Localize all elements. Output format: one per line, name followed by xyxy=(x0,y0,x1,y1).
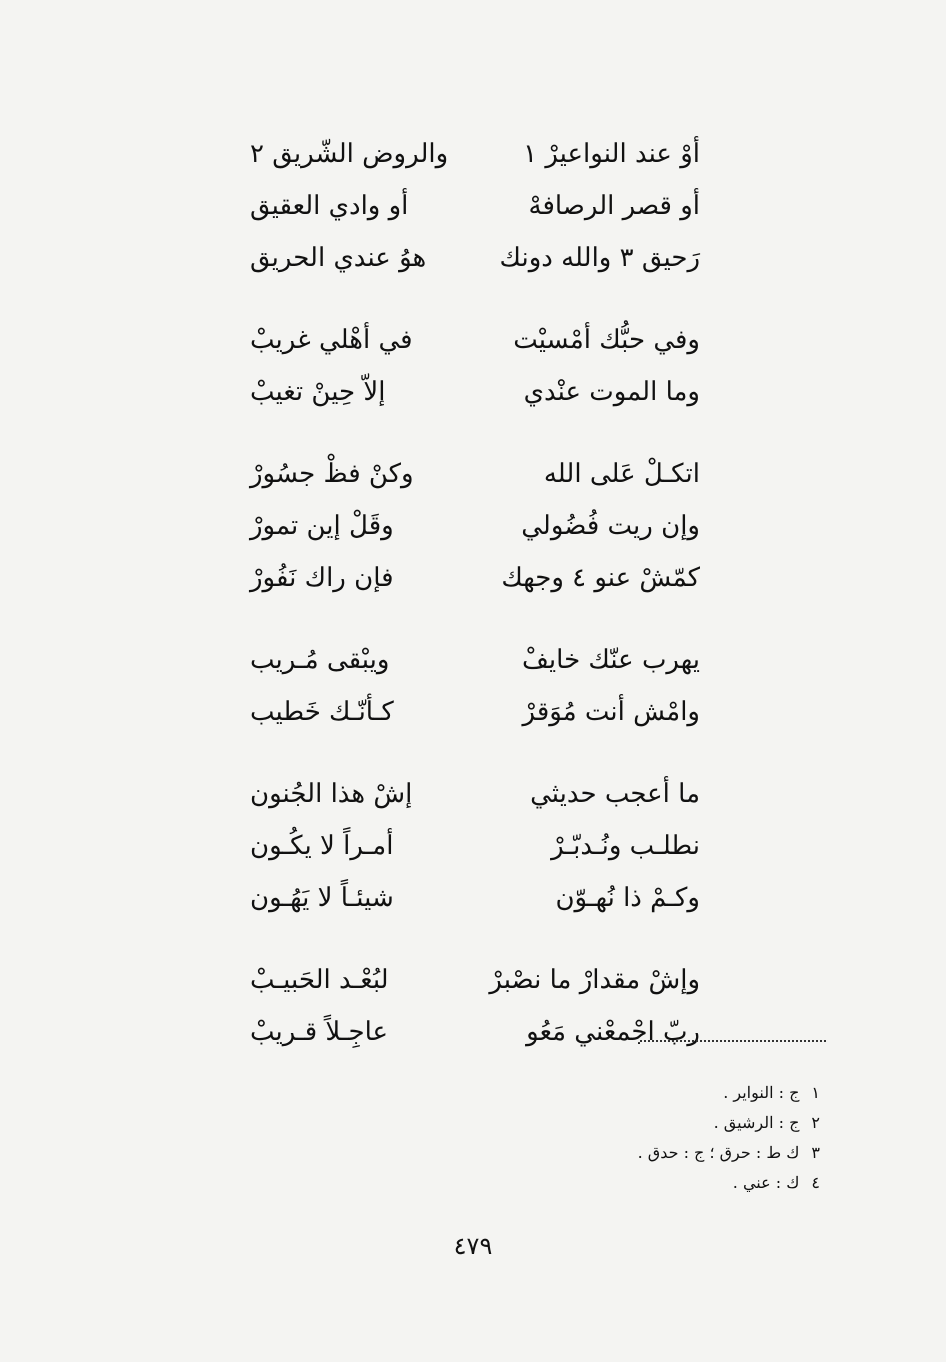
verse-line xyxy=(250,634,700,686)
verse-first-hemistich: نطلـب ونُـدبّـرْ xyxy=(551,831,700,861)
verse-line xyxy=(250,232,700,284)
footnote xyxy=(638,1108,820,1138)
stanza xyxy=(250,128,700,284)
footnote-number: ١ xyxy=(811,1083,820,1102)
footnote-text: ج : الرشيق . xyxy=(713,1113,800,1132)
verse-first-hemistich: وفي حبُّك أمْسيْت xyxy=(513,325,700,355)
verse-line xyxy=(250,314,700,366)
verse-second-hemistich: إلاّ حِينْ تغيبْ xyxy=(250,377,386,407)
stanza xyxy=(250,634,700,738)
footnote xyxy=(638,1078,820,1108)
poem xyxy=(250,128,700,1088)
verse-line xyxy=(250,500,700,552)
verse-second-hemistich: وقَلْ إين تمورْ xyxy=(250,511,394,541)
stanza xyxy=(250,314,700,418)
verse-line xyxy=(250,768,700,820)
verse-line xyxy=(250,180,700,232)
verse-second-hemistich: وكنْ فظْ جسُورْ xyxy=(250,459,414,489)
stanza xyxy=(250,954,700,1058)
stanza xyxy=(250,448,700,604)
verse-first-hemistich: رَحيق ٣ والله دونك xyxy=(499,243,700,273)
verse-first-hemistich: وكـمْ ذا نُهـوّن xyxy=(555,883,700,913)
verse-first-hemistich: وإن ريت فُضُولي xyxy=(521,511,700,541)
verse-line xyxy=(250,366,700,418)
footnote-number: ٣ xyxy=(811,1143,820,1162)
verse-first-hemistich: وما الموت عنْدي xyxy=(523,377,700,407)
verse-first-hemistich: أوْ عند النواعيرْ ١ xyxy=(523,139,700,169)
verse-second-hemistich: شيئـاً لا يَهُـون xyxy=(250,883,394,913)
verse-first-hemistich: كمّشْ عنو ٤ وجهك xyxy=(501,563,700,593)
footnote xyxy=(638,1168,820,1198)
verse-first-hemistich: وامْش أنت مُوَقرْ xyxy=(522,697,700,727)
verse-second-hemistich: عاجِـلاً قـريبْ xyxy=(250,1017,389,1047)
footnote-text: ك ط : حرق ؛ ج : حدق . xyxy=(637,1143,800,1162)
verse-line xyxy=(250,1006,700,1058)
verse-second-hemistich: إشْ هذا الجُنون xyxy=(250,779,413,809)
footnote xyxy=(638,1138,820,1168)
verse-first-hemistich: يهرب عنّك خايفْ xyxy=(522,645,700,675)
page-number: ٤٧٩ xyxy=(453,1232,493,1260)
verse-second-hemistich: فإن راك نَفُورْ xyxy=(250,563,394,593)
footnotes xyxy=(638,1078,820,1198)
verse-line xyxy=(250,954,700,1006)
verse-line xyxy=(250,872,700,924)
verse-second-hemistich: أو وادي العقيق xyxy=(250,191,409,221)
verse-second-hemistich: كـأنّـك خَطيب xyxy=(250,697,394,727)
verse-second-hemistich: والروض الشّريق ٢ xyxy=(250,139,449,169)
verse-line xyxy=(250,552,700,604)
stanza xyxy=(250,768,700,924)
verse-second-hemistich: أمـراً لا يكُـون xyxy=(250,831,394,861)
footnote-text: ج : النواير . xyxy=(723,1083,800,1102)
verse-line xyxy=(250,686,700,738)
footnote-number: ٤ xyxy=(811,1173,820,1192)
verse-second-hemistich: ويبْقى مُـريب xyxy=(250,645,390,675)
verse-line xyxy=(250,448,700,500)
verse-second-hemistich: هوُ عندي الحريق xyxy=(250,243,427,273)
verse-first-hemistich: اتكـلْ عَلى الله xyxy=(543,459,700,489)
verse-first-hemistich: وإشْ مقدارْ ما نصْبرْ xyxy=(489,965,700,995)
verse-line xyxy=(250,128,700,180)
verse-first-hemistich: أو قصر الرصافهْ xyxy=(528,191,700,221)
verse-line xyxy=(250,820,700,872)
verse-first-hemistich: ما أعجب حديثي xyxy=(530,779,700,809)
verse-second-hemistich: في أهْلي غريبْ xyxy=(250,325,413,355)
footnote-number: ٢ xyxy=(811,1113,820,1132)
footnote-divider xyxy=(640,1040,826,1042)
verse-first-hemistich: ربّ اجْمعْني مَعُو xyxy=(526,1017,700,1047)
footnote-text: ك : عني . xyxy=(732,1173,800,1192)
verse-second-hemistich: لبُعْـد الحَبيـبْ xyxy=(250,965,389,995)
